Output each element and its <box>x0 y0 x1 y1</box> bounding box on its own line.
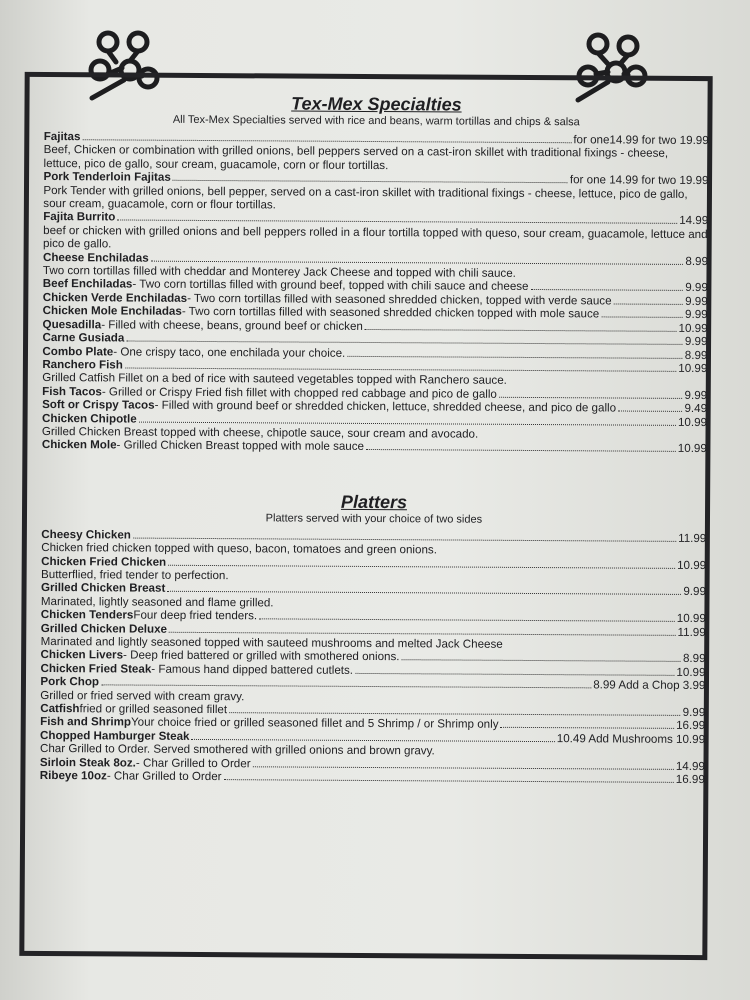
menu-item-price: 10.99 <box>678 321 708 335</box>
menu-item-name: Fajita Burrito <box>43 210 116 224</box>
menu-item-price: 10.99 <box>677 415 708 429</box>
menu-item-description: Marinated, lightly seasoned and flame grilled. <box>40 594 274 610</box>
dot-leader <box>151 251 684 264</box>
menu-item <box>42 412 707 443</box>
dot-leader <box>355 664 674 676</box>
menu-item-name: Catfish <box>40 702 80 716</box>
menu-item-inline-description: Your choice fried or grilled seasoned fillet and 5 Shrimp / or Shrimp only <box>130 715 499 732</box>
section-subtitle: All Tex-Mex Specialties served with rice and beans, warm tortillas and chips & salsa <box>172 113 580 129</box>
menu-item-price: 8.99 <box>684 348 708 362</box>
menu-item-name: Combo Plate <box>42 344 114 358</box>
menu-item <box>41 528 706 559</box>
menu-item-price: 8.99 Add a Chop 3.99 <box>593 678 706 693</box>
dot-leader <box>126 332 683 345</box>
menu-item-price: 16.99 <box>676 719 706 733</box>
menu-item-name: Grilled Chicken Deluxe <box>40 621 168 636</box>
menu-item-price: 14.99 <box>675 759 705 773</box>
dot-leader <box>82 130 571 143</box>
menu-section <box>42 92 709 456</box>
menu-item-description: Pork Tender with grilled onions, bell pepper, served on a cast-iron skillet with traditional fixings - cheese, lettuce, pico de gallo, sour cream, guacamole, corn or flour tortillas. <box>43 183 688 212</box>
menu-item-price: 9.99 <box>685 281 708 295</box>
dot-leader <box>531 280 684 291</box>
dot-leader <box>224 770 674 783</box>
menu-item-inline-description: - Two corn tortillas filled with seasoned shredded chicken, topped with verde sauce <box>187 291 612 308</box>
menu-item-inline-description: - Grilled or Crispy Fried fish fillet with chopped red cabbage and pico de gallo <box>101 385 497 401</box>
menu-item <box>40 675 705 706</box>
menu-item <box>41 622 706 653</box>
menu-item-price: 11.99 <box>678 531 707 545</box>
dot-leader <box>125 358 677 371</box>
menu-item-name: Pork Tenderloin Fajitas <box>43 170 171 184</box>
menu-item-name: Ranchero Fish <box>42 357 123 372</box>
menu-item-inline-description: - Char Grilled to Order <box>135 756 251 770</box>
menu-item-description: Grilled Chicken Breast topped with cheese, chipotle sauce, sour cream and avocado. <box>41 424 479 441</box>
dot-leader <box>192 730 555 742</box>
dot-leader <box>133 528 676 541</box>
menu-item-name: Fajitas <box>43 129 81 144</box>
menu-item-name: Chicken Mole <box>41 438 117 452</box>
dot-leader <box>173 171 568 183</box>
menu-item-inline-description: fried or grilled seasoned fillet <box>79 702 228 717</box>
menu-item-price: 10.99 <box>676 612 706 626</box>
dot-leader <box>253 757 674 770</box>
menu-content <box>40 92 709 787</box>
menu-item-name: Grilled Chicken Breast <box>40 581 166 596</box>
menu-section <box>40 452 707 787</box>
menu-item-name: Chicken Livers <box>40 648 124 662</box>
menu-item <box>41 555 706 586</box>
dot-leader <box>259 610 675 623</box>
menu-item-inline-description: - Deep fried battered or grilled with smothered onions. <box>123 648 400 664</box>
menu-item-name: Quesadilla <box>42 317 102 332</box>
menu-item-name: Chopped Hamburger Steak <box>40 728 190 743</box>
menu-item <box>42 358 707 389</box>
menu-item-price: 9.99 <box>684 335 708 349</box>
menu-item-price: 16.99 <box>675 772 705 787</box>
menu-item-inline-description: - Two corn tortillas filled with seasoned shredded chicken topped with mole sauce <box>181 305 600 321</box>
menu-item-name: Sirloin Steak 8oz. <box>39 755 136 770</box>
menu-item-price: for one14.99 for two 19.99 <box>573 133 709 148</box>
menu-item <box>43 210 708 254</box>
menu-item-description: beef or chicken with grilled onions and bell peppers rolled in a flour tortilla topped with queso, sour cream, guacamole, lettuce and pico de gallo. <box>43 223 708 251</box>
menu-item-name: Carne Gusiada <box>42 331 125 345</box>
menu-item-description: Two corn tortillas filled with cheddar and Monterey Jack Cheese and topped with chili sauce. <box>42 264 516 280</box>
dot-leader <box>117 211 677 224</box>
menu-item-price: 10.99 <box>677 442 707 456</box>
menu-item-description: Grilled or fried served with cream gravy. <box>40 688 245 703</box>
section-title: Tex-Mex Specialties <box>291 93 462 115</box>
menu-item-description: Marinated and lightly seasoned topped with sauteed mushrooms and melted Jack Cheese <box>40 634 503 651</box>
dot-leader <box>614 294 684 304</box>
menu-item-name: Chicken Fried Steak <box>40 661 152 676</box>
menu-sections <box>40 92 709 787</box>
menu-item-name: Beef Enchiladas <box>42 277 133 292</box>
menu-item-price: 9.99 <box>682 705 706 720</box>
menu-item-inline-description: - Char Grilled to Order <box>106 769 222 784</box>
menu-item-inline-description: - Famous hand dipped battered cutlets. <box>151 662 354 677</box>
menu-item-description: Beef, Chicken or combination with grilled onions, bell peppers served on a cast-iron skillet with traditional fixings - cheese, lettuce, pico de gallo, sour cream, guacamole, corn or flour tortillas. <box>43 143 669 172</box>
menu-item-description: Grilled Catfish Fillet on a bed of rice with sauteed vegetables topped with Ranchero sauce. <box>42 371 507 388</box>
menu-item-name: Fish and Shrimp <box>40 715 132 729</box>
menu-item-price: 11.99 <box>677 625 706 639</box>
menu-item <box>43 251 708 282</box>
menu-item-name: Chicken Chipotle <box>41 411 137 426</box>
dot-leader <box>401 651 681 663</box>
menu-item-description: Char Grilled to Order. Served smothered with grilled onions and brown gravy. <box>39 742 435 758</box>
dot-leader <box>500 718 674 729</box>
menu-item-price: 9.49 <box>684 402 708 416</box>
dot-leader <box>168 555 675 568</box>
menu-item-price: 14.99 <box>679 214 709 228</box>
menu-item-name: Pork Chop <box>40 675 100 689</box>
menu-item-inline-description: - Filled with ground beef or shredded chicken, lettuce, shredded cheese, and pico de gallo <box>154 398 617 415</box>
menu-item-name: Ribeye 10oz <box>39 769 107 783</box>
menu-item-name: Chicken Fried Chicken <box>41 554 167 569</box>
menu-item-inline-description: - One crispy taco, one enchilada your choice. <box>113 344 346 360</box>
menu-item-name: Fish Tacos <box>42 384 102 399</box>
menu-item-name: Soft or Crispy Tacos <box>42 398 155 412</box>
dot-leader <box>499 388 683 399</box>
menu-item-price: 10.49 Add Mushrooms 10.99 <box>556 731 706 746</box>
menu-item-price: 9.99 <box>685 308 708 322</box>
section-spacer <box>42 452 707 494</box>
dot-leader <box>618 402 682 412</box>
menu-item-price: 8.99 <box>685 254 709 268</box>
menu-item <box>41 581 706 612</box>
menu-item <box>44 130 709 174</box>
menu-item-price: for one 14.99 for two 19.99 <box>569 173 709 188</box>
menu-item-price: 10.99 <box>677 558 707 572</box>
dot-leader <box>365 320 677 332</box>
menu-item-price: 8.99 <box>682 652 706 666</box>
menu-item <box>43 170 708 214</box>
menu-item-price: 9.99 <box>683 585 706 599</box>
dot-leader <box>139 412 676 425</box>
menu-item-inline-description: - Grilled Chicken Breast topped with mole sauce <box>116 438 365 454</box>
menu-item <box>40 729 705 760</box>
menu-item-price: 9.99 <box>685 294 708 308</box>
menu-item-name: Cheesy Chicken <box>41 527 131 542</box>
menu-item-inline-description: - Filled with cheese, beans, ground beef or chicken <box>101 318 363 333</box>
dot-leader <box>167 582 681 595</box>
dot-leader <box>366 440 676 452</box>
menu-item-name: Chicken Verde Enchiladas <box>42 290 188 305</box>
menu-item-name: Cheese Enchiladas <box>42 250 149 265</box>
dot-leader <box>601 308 683 318</box>
menu-item-price: 9.99 <box>684 388 708 402</box>
dot-leader <box>347 346 683 358</box>
dot-leader <box>229 703 681 716</box>
dot-leader <box>101 676 591 689</box>
section-title: Platters <box>340 491 408 512</box>
menu-item-price: 10.99 <box>678 361 708 375</box>
menu-item-description: Chicken fried chicken topped with queso, bacon, tomatoes and green onions. <box>41 541 437 557</box>
section-subtitle: Platters served with your choice of two sides <box>265 512 483 526</box>
menu-item-description: Butterflied, fried tender to perfection. <box>41 567 229 583</box>
menu-item-inline-description: - Two corn tortillas filled with ground beef, topped with chili sauce and cheese <box>132 278 529 294</box>
menu-item-name: Chicken Mole Enchiladas <box>42 304 182 319</box>
menu-item-name: Chicken Tenders <box>40 608 134 622</box>
dot-leader <box>169 622 676 635</box>
menu-item-inline-description: Four deep fried tenders. <box>133 608 258 623</box>
menu-item-price: 10.99 <box>676 665 706 679</box>
